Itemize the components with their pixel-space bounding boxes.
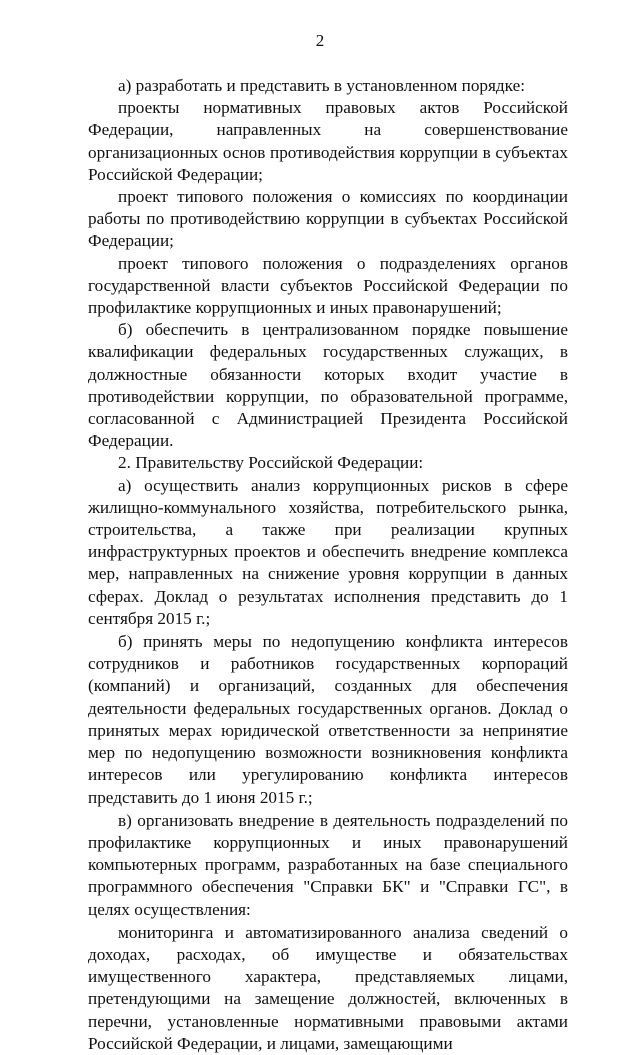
paragraph: мониторинга и автоматизированного анализа сведений о доходах, расходах, об имуществе и обязательствах имущественного характера, представляемых лицами, претендующими на замещение должностей, включенных в перечни, установленные нормативными правовыми актами Российской Федерации, и лицами, замещающими bbox=[88, 922, 568, 1053]
paragraph: б) принять меры по недопущению конфликта интересов сотрудников и работников государственных корпораций (компаний) и организаций, созданных для обеспечения деятельности федеральных государственных органов. Доклад о принятых мерах юридической ответственности за непринятие мер по недопущению возможности возникновения конфликта интересов или урегулированию конфликта интересов представить до 1 июня 2015 г.; bbox=[88, 632, 568, 807]
paragraph: проект типового положения о подразделениях органов государственной власти субъектов Российской Федерации по профилактике коррупционных и иных правонарушений; bbox=[88, 253, 568, 318]
document-body bbox=[88, 75, 568, 1055]
paragraph: б) обеспечить в централизованном порядке повышение квалификации федеральных государственных служащих, в должностные обязанности которых входит участие в противодействии коррупции, по образовательной программе, согласованной с Администрацией Президента Российской Федерации. bbox=[88, 320, 568, 451]
page-number: 2 bbox=[315, 31, 325, 50]
paragraph: 2. Правительству Российской Федерации: bbox=[118, 453, 424, 473]
paragraph: а) разработать и представить в установленном порядке: bbox=[118, 76, 525, 95]
paragraph: проекты нормативных правовых актов Российской Федерации, направленных на совершенствование организационных основ противодействия коррупции в субъектах Российской Федерации; bbox=[88, 98, 568, 184]
paragraph: в) организовать внедрение в деятельность подразделений по профилактике коррупционных и иных правонарушений компьютерных программ, разработанных на базе специального программного обеспечения "Справки БК" и "Справки ГС", в целях осуществления: bbox=[88, 810, 568, 919]
paragraph: а) осуществить анализ коррупционных рисков в сфере жилищно-коммунального хозяйства, потребительского рынка, строительства, а также при реализации крупных инфраструктурных проектов и обеспечить внедрение комплекса мер, направленных на снижение уровня коррупции в данных сферах. Доклад о результатах исполнения представить до 1 сентября 2015 г.; bbox=[88, 475, 568, 628]
paragraph: проект типового положения о комиссиях по координации работы по противодействию коррупции в субъектах Российской Федерации; bbox=[88, 187, 568, 251]
